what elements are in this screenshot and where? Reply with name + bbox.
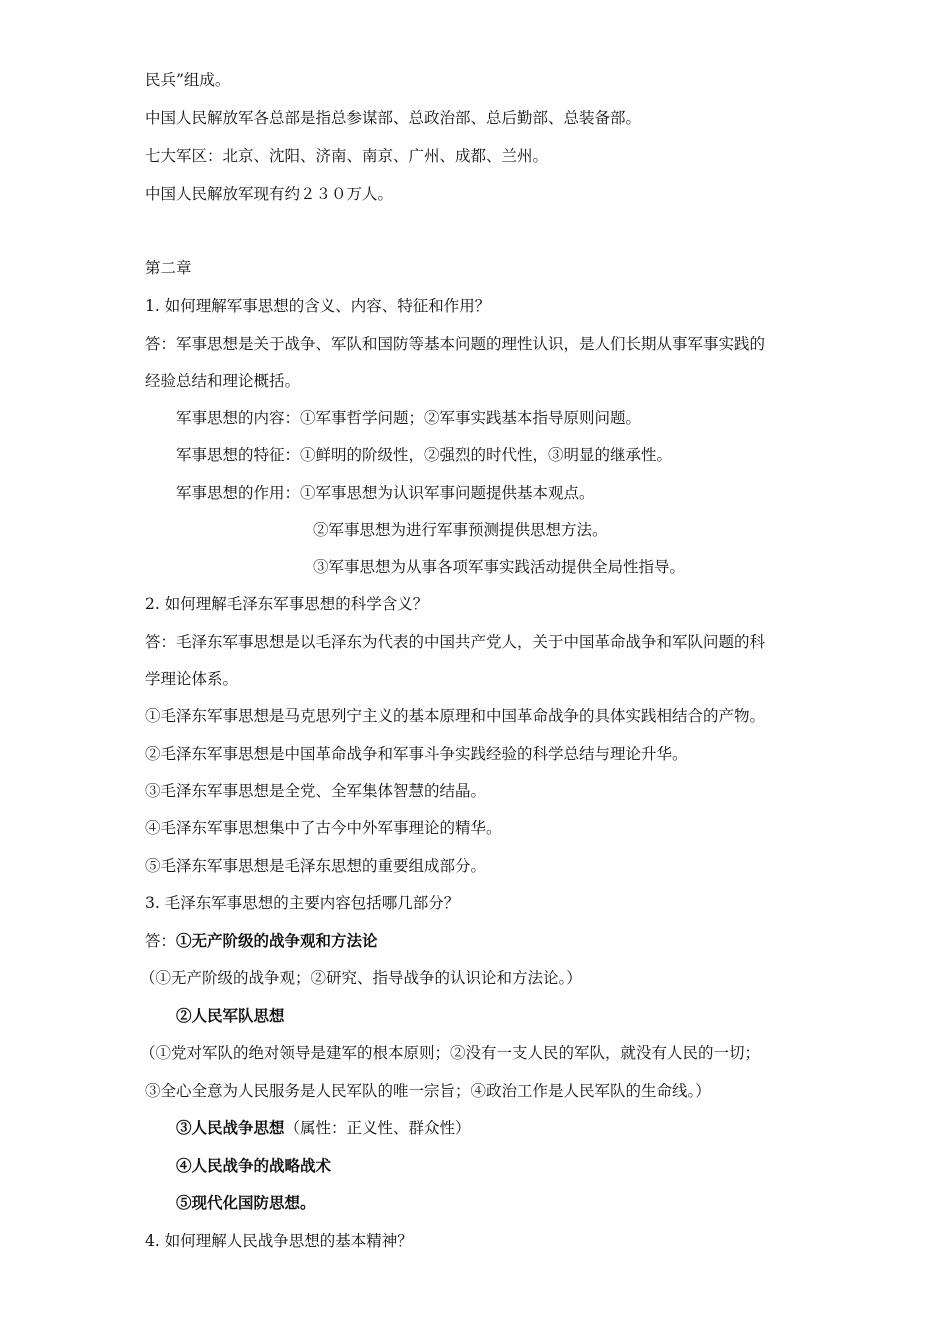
question-2: 2. 如何理解毛泽东军事思想的科学含义？ [145, 595, 429, 613]
point-line: ②毛泽东军事思想是中国革命战争和军事斗争实践经验的科学总结与理论升华。 [145, 745, 688, 763]
answer-3-line [145, 931, 378, 951]
answer-heading: ①无产阶级的战争观和方法论 [176, 931, 378, 950]
role-line: 军事思想的作用：①军事思想为认识军事问题提供基本观点。 [176, 484, 595, 502]
point-line: ⑤毛泽东军事思想是毛泽东思想的重要组成部分。 [145, 857, 487, 875]
point-line: ①毛泽东军事思想是马克思列宁主义的基本原理和中国革命战争的具体实践相结合的产物。 [145, 707, 766, 725]
answer-1-line: 答：军事思想是关于战争、军队和国防等基本问题的理性认识，是人们长期从事军事实践的 [145, 335, 766, 353]
answer-2-line: 学理论体系。 [145, 670, 239, 688]
text-line: 中国人民解放军现有约２３０万人。 [145, 185, 394, 203]
content-line: 军事思想的内容：①军事哲学问题；②军事实践基本指导原则问题。 [176, 409, 642, 427]
answer-detail: （①无产阶级的战争观；②研究、指导战争的认识论和方法论。） [140, 969, 582, 987]
answer-heading: ②人民军队思想 [176, 1006, 285, 1025]
point-line: ④毛泽东军事思想集中了古今中外军事理论的精华。 [145, 819, 502, 837]
text-line: 七大军区：北京、沈阳、济南、南京、广州、成都、兰州。 [145, 147, 549, 165]
role-line: ③军事思想为从事各项军事实践活动提供全局性指导。 [313, 558, 686, 576]
point-line: ③毛泽东军事思想是全党、全军集体智慧的结晶。 [145, 782, 487, 800]
answer-detail: （①党对军队的绝对领导是建军的根本原则；②没有一支人民的军队，就没有人民的一切； [140, 1044, 761, 1062]
answer-3-line [176, 1118, 471, 1138]
question-1: 1. 如何理解军事思想的含义、内容、特征和作用？ [145, 297, 491, 315]
question-3: 3. 毛泽东军事思想的主要内容包括哪几部分？ [145, 894, 460, 912]
text-line: 中国人民解放军各总部是指总参谋部、总政治部、总后勤部、总装备部。 [145, 109, 642, 127]
answer-heading: ③人民战争思想 [176, 1118, 285, 1137]
answer-1-line: 经验总结和理论概括。 [145, 372, 301, 390]
answer-note: （属性：正义性、群众性） [284, 1119, 471, 1137]
answer-2-line: 答：毛泽东军事思想是以毛泽东为代表的中国共产党人，关于中国革命战争和军队问题的科 [145, 633, 766, 651]
answer-heading: ⑤现代化国防思想。 [176, 1193, 316, 1212]
feature-line: 军事思想的特征：①鲜明的阶级性，②强烈的时代性，③明显的继承性。 [176, 446, 673, 464]
chapter-heading: 第二章 [145, 259, 192, 277]
answer-prefix: 答： [145, 932, 177, 950]
question-4: 4. 如何理解人民战争思想的基本精神？ [145, 1232, 413, 1250]
role-line: ②军事思想为进行军事预测提供思想方法。 [313, 521, 608, 539]
answer-detail: ③全心全意为人民服务是人民军队的唯一宗旨；④政治工作是人民军队的生命线。） [145, 1082, 711, 1100]
answer-heading: ④人民战争的战略战术 [176, 1156, 332, 1175]
text-line: 民兵”组成。 [145, 71, 231, 89]
